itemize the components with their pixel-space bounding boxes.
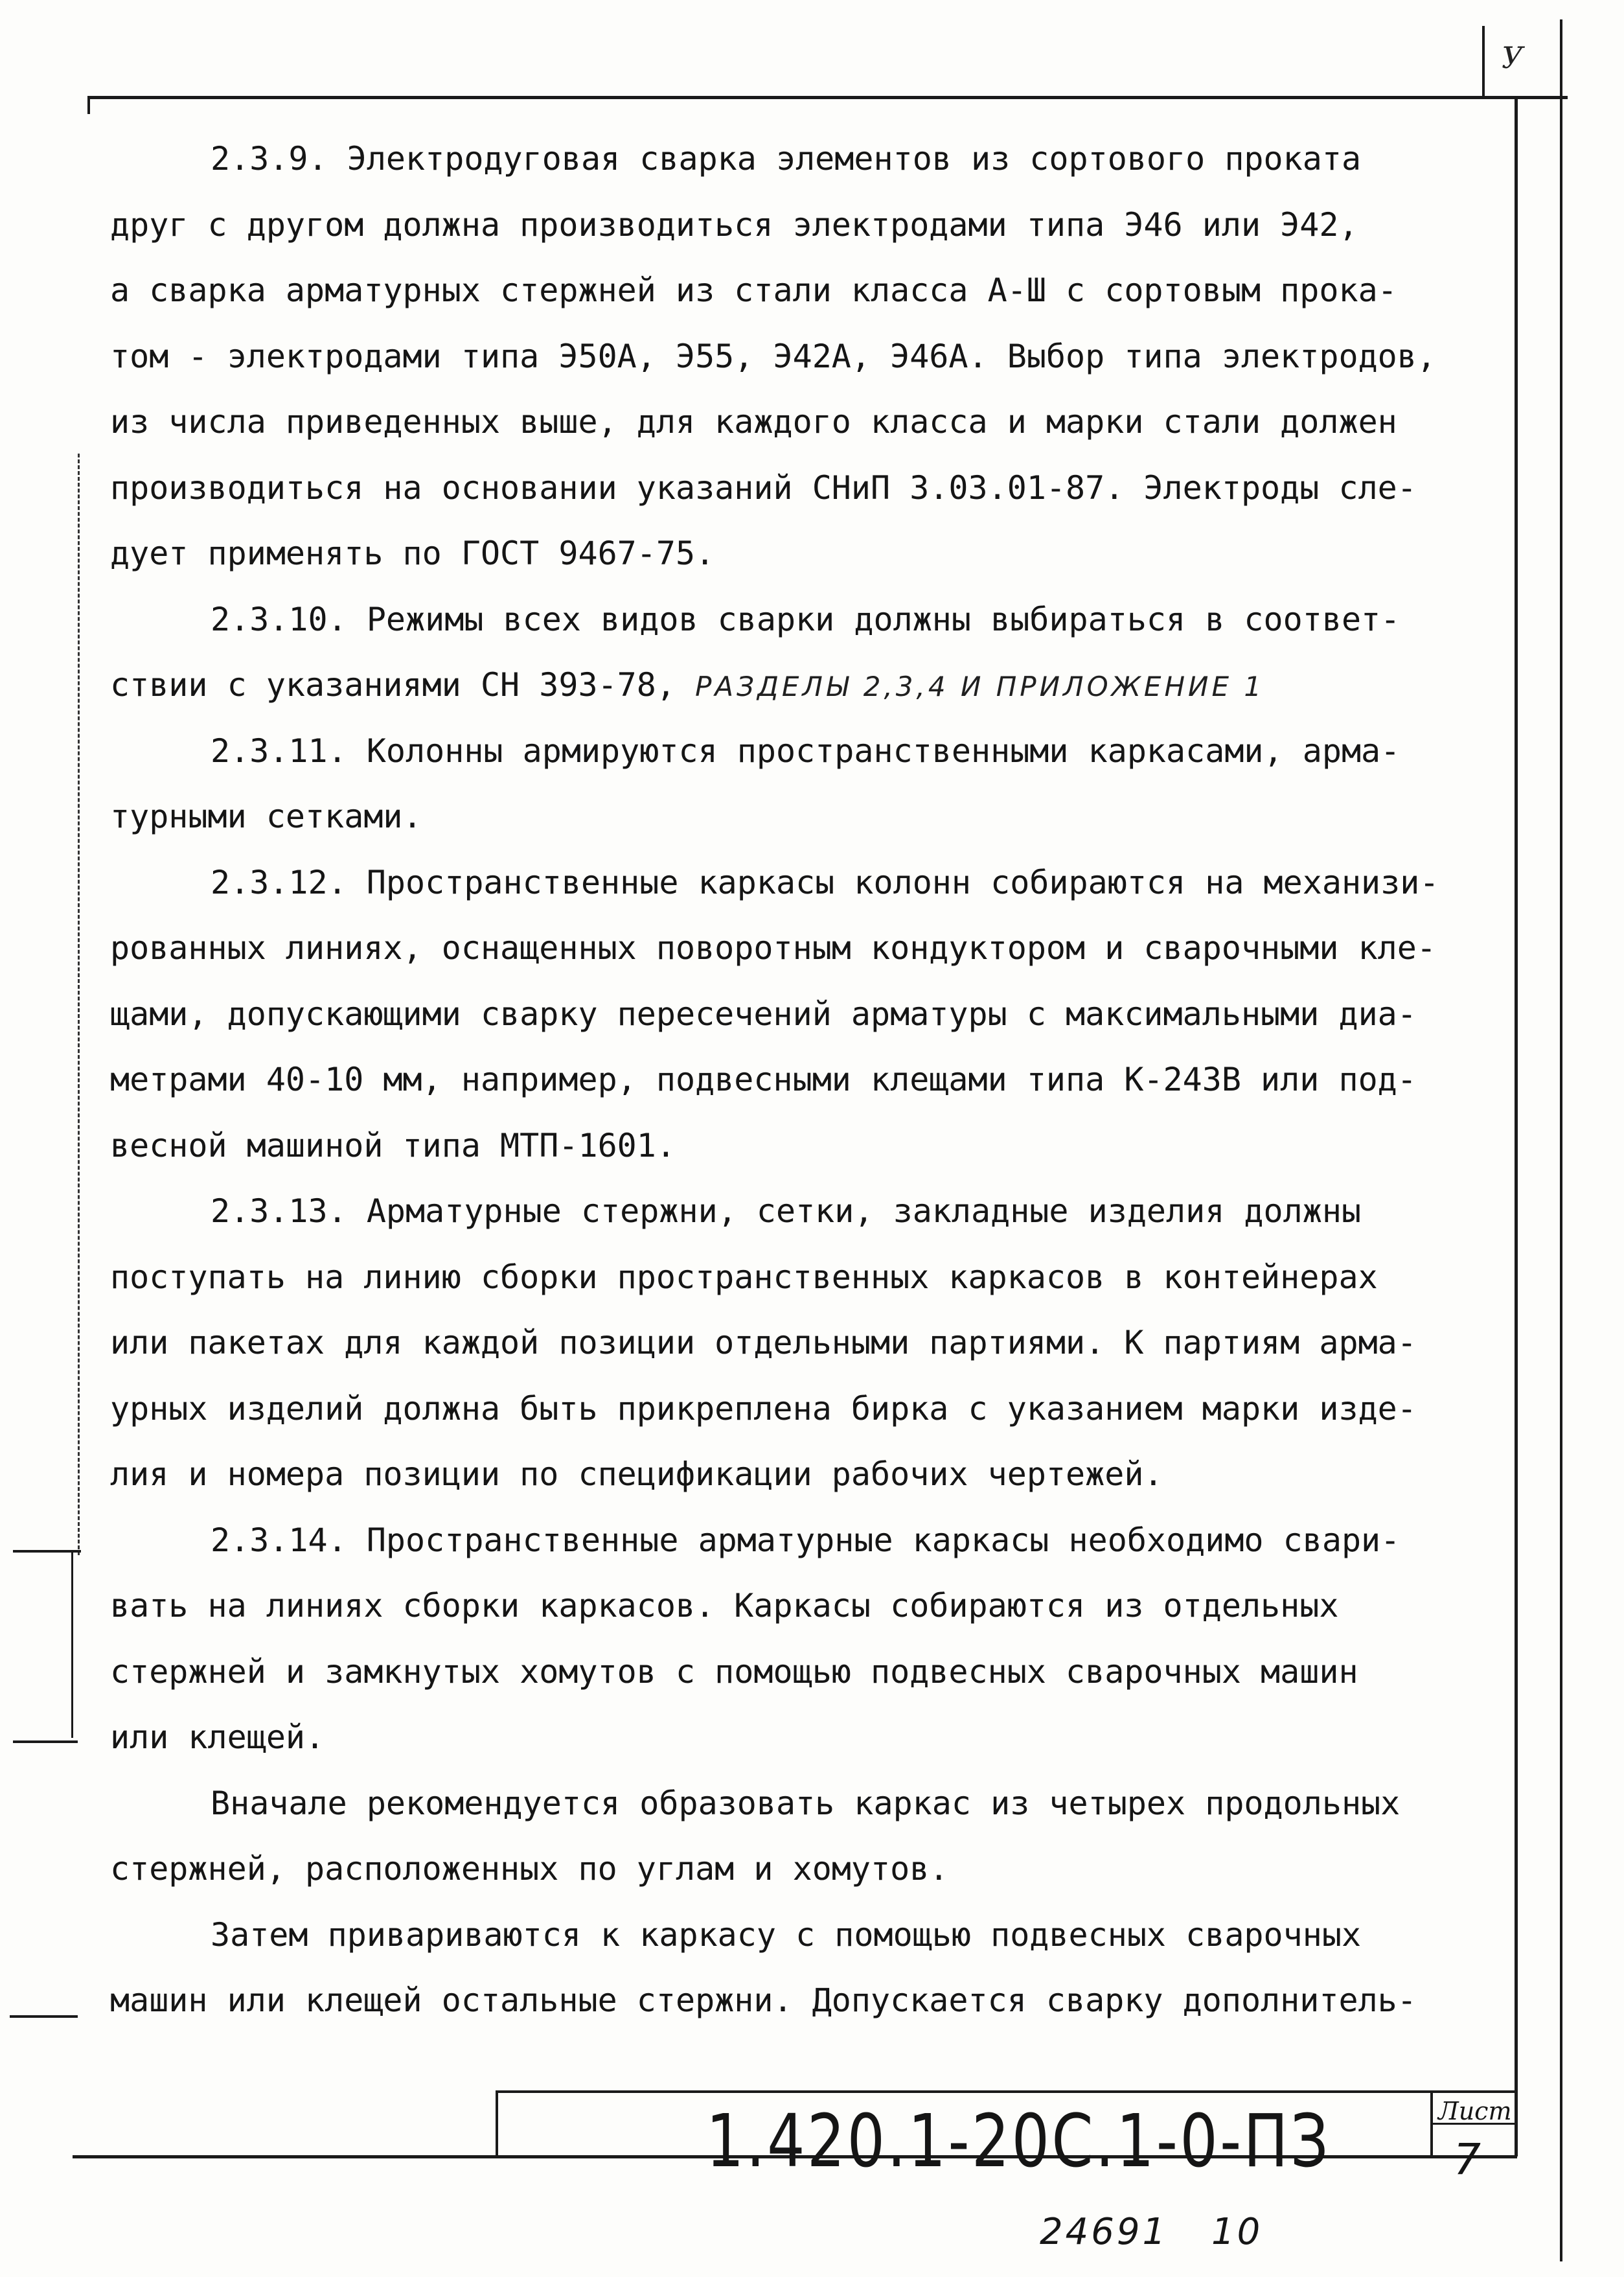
bottom-handwritten-note: 24691 10 — [1040, 2211, 1263, 2253]
typed-text: или клещей. — [110, 1718, 325, 1756]
paragraph — [110, 1902, 1490, 2034]
sheet-number: 7 — [1454, 2134, 1481, 2184]
corner-mark: У — [1502, 40, 1524, 75]
typed-text: 2.3.13. Арматурные стержни, сетки, закладные изделия должны — [211, 1192, 1362, 1230]
text-line — [110, 1310, 1490, 1376]
title-block-top-line — [496, 2090, 1517, 2093]
typed-text: том - электродами типа Э50А, Э55, Э42А, Э46А. Выбор типа электродов, — [110, 337, 1436, 375]
text-line — [110, 1639, 1490, 1705]
typed-text: ствии с указаниями СН 393-78, — [110, 666, 676, 704]
text-line — [110, 1573, 1490, 1639]
paragraph — [110, 850, 1490, 1179]
typed-text: рованных линиях, оснащенных поворотным кондуктором и сварочными кле- — [110, 929, 1436, 967]
typed-text: друг с другом должна производиться электродами типа Э46 или Э42, — [110, 205, 1358, 244]
corner-vertical-line — [1482, 26, 1485, 97]
typed-text: 2.3.10. Режимы всех видов сварки должны выбираться в соответ- — [211, 600, 1401, 638]
text-line — [110, 1771, 1490, 1837]
text-line — [110, 653, 1490, 719]
left-margin-dashes — [78, 454, 80, 1555]
text-line — [110, 1836, 1490, 1902]
text-line — [110, 1508, 1490, 1574]
typed-text: стержней, расположенных по углам и хомутов. — [110, 1850, 949, 1888]
frame-top-left-tick — [87, 96, 90, 114]
text-line — [110, 719, 1490, 785]
paragraph — [110, 587, 1490, 719]
text-line — [110, 521, 1490, 587]
text-line — [110, 1245, 1490, 1311]
typed-text: Вначале рекомендуется образовать каркас из четырех продольных — [211, 1784, 1401, 1822]
text-line — [110, 1902, 1490, 1969]
text-line — [110, 1968, 1490, 2034]
binding-mark-vertical — [71, 1550, 73, 1738]
typed-text: метрами 40-10 мм, например, подвесными клещами типа К-243В или под- — [110, 1061, 1417, 1098]
typed-text: весной машиной типа МТП-1601. — [110, 1126, 676, 1164]
typed-text: 2.3.9. Электродуговая сварка элементов из сортового проката — [211, 140, 1362, 178]
paragraph — [110, 719, 1490, 850]
text-line — [110, 192, 1490, 259]
typed-text: Затем привариваются к каркасу с помощью подвесных сварочных — [211, 1915, 1362, 1954]
paragraph — [110, 1508, 1490, 1771]
text-line — [110, 456, 1490, 522]
typed-text: турными сетками. — [110, 798, 422, 835]
text-line — [110, 916, 1490, 982]
text-line — [110, 258, 1490, 324]
typed-text: а сварка арматурных стержней из стали класса А-Ш с сортовым прока- — [110, 272, 1397, 309]
text-line — [110, 1442, 1490, 1508]
text-line — [110, 1179, 1490, 1245]
typed-text: машин или клещей остальные стержни. Допускается сварку дополнитель- — [110, 1982, 1417, 2019]
text-line — [110, 1047, 1490, 1113]
paragraph — [110, 1179, 1490, 1508]
typed-text: дует применять по ГОСТ 9467-75. — [110, 535, 715, 572]
frame-top-line — [87, 96, 1568, 99]
text-line — [110, 126, 1490, 192]
handwritten-insert: РАЗДЕЛЫ 2,3,4 И ПРИЛОЖЕНИЕ 1 — [695, 671, 1265, 702]
text-line — [110, 1113, 1490, 1179]
typed-text: лия и номера позиции по спецификации рабочих чертежей. — [110, 1455, 1163, 1493]
text-line — [110, 389, 1490, 456]
typed-text: 2.3.11. Колонны армируются пространственными каркасами, арма- — [211, 732, 1401, 770]
outer-right-line — [1560, 19, 1562, 2261]
binding-mark-lower — [10, 2015, 78, 2018]
paragraph — [110, 1771, 1490, 1902]
typed-text: щами, допускающими сварку пересечений арматуры с максимальными диа- — [110, 995, 1417, 1033]
text-line — [110, 587, 1490, 653]
text-line — [110, 324, 1490, 390]
typed-text: стержней и замкнутых хомутов с помощью подвесных сварочных машин — [110, 1652, 1358, 1691]
typed-text: поступать на линию сборки пространственных каркасов в контейнерах — [110, 1258, 1378, 1296]
typed-text: производиться на основании указаний СНиП 3.03.01-87. Электроды сле- — [110, 468, 1417, 507]
typed-text: или пакетах для каждой позиции отдельными партиями. К партиям арма- — [110, 1324, 1417, 1361]
sheet-label: Лист — [1438, 2097, 1512, 2125]
paragraph — [110, 126, 1490, 587]
text-line — [110, 784, 1490, 850]
title-block-left-line — [496, 2090, 498, 2156]
document-code: 1.420.1-20С.1-0-ПЗ — [706, 2099, 1331, 2184]
typed-text: 2.3.14. Пространственные арматурные каркасы необходимо свари- — [211, 1521, 1401, 1559]
frame-right-line — [1515, 96, 1518, 2156]
typed-text: урных изделий должна быть прикреплена бирка с указанием марки изде- — [110, 1389, 1417, 1427]
page-body — [110, 126, 1490, 2034]
text-line — [110, 1705, 1490, 1771]
binding-mark-middle — [13, 1740, 78, 1743]
typed-text: вать на линиях сборки каркасов. Каркасы собираются из отдельных — [110, 1587, 1339, 1624]
text-line — [110, 982, 1490, 1048]
text-line — [110, 850, 1490, 916]
typed-text: из числа приведенных выше, для каждого класса и марки стали должен — [110, 403, 1397, 441]
text-line — [110, 1376, 1490, 1442]
typed-text: 2.3.12. Пространственные каркасы колонн собираются на механизи- — [211, 863, 1439, 901]
